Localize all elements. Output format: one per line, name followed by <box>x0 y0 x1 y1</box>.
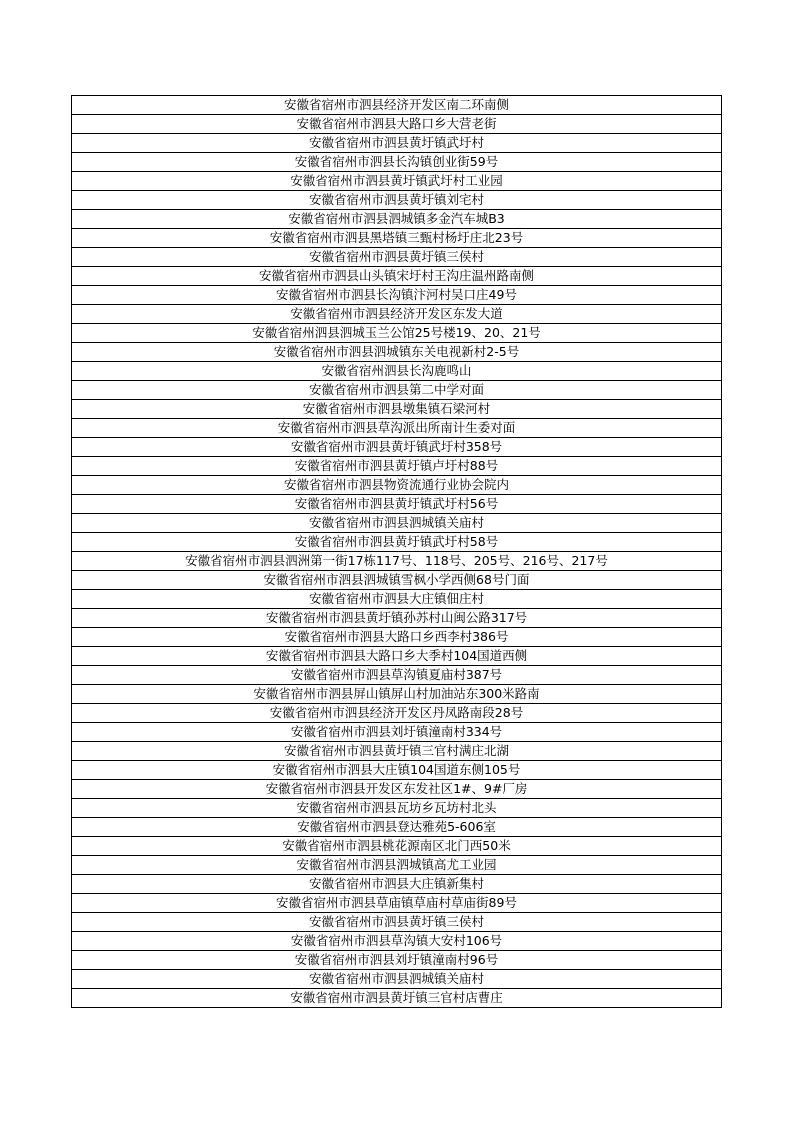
address-cell: 安徽省宿州市泗县黄圩镇三侯村 <box>72 913 722 932</box>
address-cell: 安徽省宿州市泗县黄圩镇孙苏村山闽公路317号 <box>72 609 722 628</box>
address-cell: 安徽省宿州市泗县刘圩镇潼南村96号 <box>72 951 722 970</box>
table-row <box>72 932 722 951</box>
table-row <box>72 742 722 761</box>
address-cell: 安徽省宿州市泗县泗城镇高尤工业园 <box>72 856 722 875</box>
table-row <box>72 628 722 647</box>
table-row <box>72 609 722 628</box>
address-cell: 安徽省宿州市泗县桃花源南区北门西50米 <box>72 837 722 856</box>
address-cell: 安徽省宿州市泗县黄圩镇三官村满庄北湖 <box>72 742 722 761</box>
table-row <box>72 495 722 514</box>
address-table <box>71 95 722 1008</box>
table-row <box>72 191 722 210</box>
address-cell: 安徽省宿州市泗县泗城镇东关电视新村2-5号 <box>72 343 722 362</box>
table-row <box>72 229 722 248</box>
table-row <box>72 799 722 818</box>
address-cell: 安徽省宿州市泗县经济开发区南二环南侧 <box>72 96 722 115</box>
table-row <box>72 400 722 419</box>
address-cell: 安徽省宿州市泗县物资流通行业协会院内 <box>72 476 722 495</box>
address-cell: 安徽省宿州市泗县黄圩镇刘宅村 <box>72 191 722 210</box>
address-cell: 安徽省宿州市泗县大路口乡大季村104国道西侧 <box>72 647 722 666</box>
table-row <box>72 457 722 476</box>
table-row <box>72 153 722 172</box>
address-cell: 安徽省宿州市泗县长沟镇创业街59号 <box>72 153 722 172</box>
address-cell: 安徽省宿州市泗县大庄镇104国道东侧105号 <box>72 761 722 780</box>
address-cell: 安徽省宿州市泗县泗城镇多金汽车城B3 <box>72 210 722 229</box>
table-row <box>72 951 722 970</box>
address-cell: 安徽省宿州市泗县瓦坊乡瓦坊村北头 <box>72 799 722 818</box>
address-cell: 安徽省宿州市泗县黄圩镇武圩村56号 <box>72 495 722 514</box>
address-cell: 安徽省宿州市泗县泗城镇雪枫小学西侧68号门面 <box>72 571 722 590</box>
table-row <box>72 856 722 875</box>
table-row <box>72 381 722 400</box>
address-cell: 安徽省宿州市泗县开发区东发社区1#、9#厂房 <box>72 780 722 799</box>
address-cell: 安徽省宿州市泗县黄圩镇三侯村 <box>72 248 722 267</box>
table-row <box>72 780 722 799</box>
table-row <box>72 267 722 286</box>
table-row <box>72 989 722 1008</box>
address-cell: 安徽省宿州市泗县黄圩镇卢圩村88号 <box>72 457 722 476</box>
table-row <box>72 362 722 381</box>
address-cell: 安徽省宿州市泗县大庄镇新集村 <box>72 875 722 894</box>
address-cell: 安徽省宿州泗县长沟鹿鸣山 <box>72 362 722 381</box>
address-cell: 安徽省宿州市泗县草沟镇大安村106号 <box>72 932 722 951</box>
table-row <box>72 134 722 153</box>
table-row <box>72 419 722 438</box>
table-row <box>72 590 722 609</box>
address-cell: 安徽省宿州市泗县黄圩镇三官村店曹庄 <box>72 989 722 1008</box>
address-cell: 安徽省宿州市泗县草沟镇夏庙村387号 <box>72 666 722 685</box>
address-cell: 安徽省宿州市泗县大路口乡西李村386号 <box>72 628 722 647</box>
address-table-body <box>72 96 722 1008</box>
table-row <box>72 305 722 324</box>
table-row <box>72 837 722 856</box>
table-row <box>72 552 722 571</box>
address-cell: 安徽省宿州市泗县经济开发区丹凤路南段28号 <box>72 704 722 723</box>
address-cell: 安徽省宿州市泗县黄圩镇武圩村工业园 <box>72 172 722 191</box>
table-row <box>72 666 722 685</box>
table-row <box>72 685 722 704</box>
address-cell: 安徽省宿州市泗县第二中学对面 <box>72 381 722 400</box>
table-row <box>72 324 722 343</box>
address-cell: 安徽省宿州市泗县泗洲第一街17栋117号、118号、205号、216号、217号 <box>72 552 722 571</box>
table-row <box>72 210 722 229</box>
table-row <box>72 571 722 590</box>
table-row <box>72 514 722 533</box>
table-row <box>72 438 722 457</box>
table-row <box>72 248 722 267</box>
table-row <box>72 818 722 837</box>
address-cell: 安徽省宿州市泗县泗城镇关庙村 <box>72 514 722 533</box>
table-row <box>72 894 722 913</box>
address-cell: 安徽省宿州市泗县长沟镇汴河村吴口庄49号 <box>72 286 722 305</box>
address-cell: 安徽省宿州市泗县山头镇宋圩村王沟庄温州路南侧 <box>72 267 722 286</box>
address-cell: 安徽省宿州市泗县黄圩镇武圩村58号 <box>72 533 722 552</box>
table-row <box>72 115 722 134</box>
address-cell: 安徽省宿州市泗县大路口乡大营老街 <box>72 115 722 134</box>
address-cell: 安徽省宿州市泗县大庄镇佃庄村 <box>72 590 722 609</box>
table-row <box>72 343 722 362</box>
address-cell: 安徽省宿州市泗县黄圩镇武圩村358号 <box>72 438 722 457</box>
table-row <box>72 970 722 989</box>
table-row <box>72 96 722 115</box>
table-row <box>72 172 722 191</box>
address-cell: 安徽省宿州市泗县屏山镇屏山村加油站东300米路南 <box>72 685 722 704</box>
address-cell: 安徽省宿州市泗县墩集镇石梁河村 <box>72 400 722 419</box>
table-row <box>72 875 722 894</box>
table-row <box>72 704 722 723</box>
address-cell: 安徽省宿州市泗县黑塔镇三甄村杨圩庄北23号 <box>72 229 722 248</box>
address-cell: 安徽省宿州市泗县经济开发区东发大道 <box>72 305 722 324</box>
address-cell: 安徽省宿州市泗县草沟派出所南计生委对面 <box>72 419 722 438</box>
address-cell: 安徽省宿州市泗县黄圩镇武圩村 <box>72 134 722 153</box>
table-row <box>72 647 722 666</box>
address-cell: 安徽省宿州市泗县登达雅苑5-606室 <box>72 818 722 837</box>
table-row <box>72 476 722 495</box>
table-row <box>72 533 722 552</box>
table-row <box>72 913 722 932</box>
table-row <box>72 286 722 305</box>
table-row <box>72 761 722 780</box>
address-cell: 安徽省宿州市泗县刘圩镇潼南村334号 <box>72 723 722 742</box>
address-cell: 安徽省宿州泗县泗城玉兰公馆25号楼19、20、21号 <box>72 324 722 343</box>
address-cell: 安徽省宿州市泗县草庙镇草庙村草庙街89号 <box>72 894 722 913</box>
table-row <box>72 723 722 742</box>
address-cell: 安徽省宿州市泗县泗城镇关庙村 <box>72 970 722 989</box>
